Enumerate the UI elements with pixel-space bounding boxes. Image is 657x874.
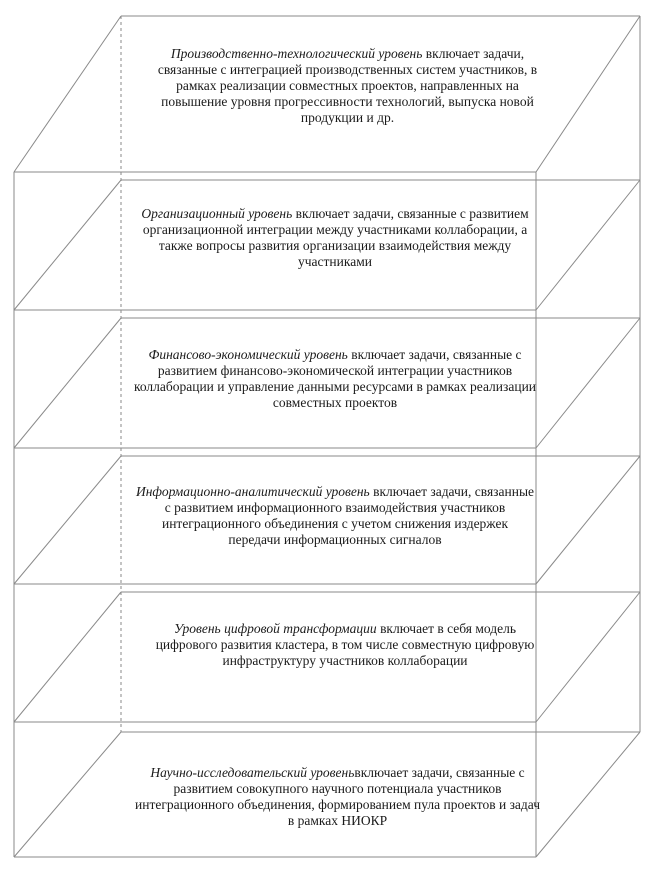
layer-boundary-5-left: [14, 732, 121, 857]
top-right-diagonal: [536, 16, 640, 172]
layer-boundary-2-left: [14, 318, 121, 448]
level-research: [135, 765, 540, 829]
level-name: Научно-исследовательский уровень: [150, 765, 355, 780]
level-organizational: [130, 206, 540, 270]
layer-boundary-4-right: [536, 592, 640, 722]
layer-boundary-1-right: [536, 180, 640, 310]
level-name: Уровень цифровой трансформации: [173, 621, 377, 636]
level-description: включает задачи, связанные с развитием совокупного научного потенциала участников интеграционного объединения, формированием пула проектов и задач в рамках НИОКР: [135, 765, 540, 828]
layer-boundary-3-left: [14, 456, 121, 584]
layer-boundary-2-right: [536, 318, 640, 448]
level-description: включает задачи, связанные с развитием организационной интеграции между участниками коллаборации, а также вопросы развития организации взаимодействия между участниками: [142, 206, 529, 269]
level-financial-economic: [130, 347, 540, 411]
layer-boundary-5-right: [536, 732, 640, 857]
level-description: включает задачи, связанные с интеграцией производственных систем участников, в рамках реализации совместных проектов, направленных на повышение уровня прогрессивности технологий, выпуска новой продукции и др.: [157, 46, 538, 125]
level-name: Организационный уровень: [141, 206, 293, 221]
layer-boundary-4-left: [14, 592, 121, 722]
level-description: включает задачи, связанные с развитием информационного взаимодействия участников интеграционного объединения с учетом снижения издержек передачи информационных сигналов: [161, 484, 535, 547]
level-name: Производственно-технологический уровень: [170, 46, 423, 61]
level-description: включает задачи, связанные с развитием финансово-экономической интеграции участников коллаборации и управление данными ресурсами в рамках реализации совместных проектов: [133, 347, 537, 410]
level-digital-transformation: [150, 621, 540, 669]
top-left-diagonal: [14, 16, 121, 172]
layer-boundary-1-left: [14, 180, 121, 310]
level-name: Финансово-экономический уровень: [148, 347, 348, 362]
level-name: Информационно-аналитический уровень: [135, 484, 370, 499]
level-information-analytical: [135, 484, 535, 548]
level-production-technological: [150, 46, 545, 126]
level-description: включает в себя модель цифрового развития кластера, в том числе совместную цифровую инфраструктуру участников коллаборации: [155, 621, 535, 668]
layer-boundary-3-right: [536, 456, 640, 584]
